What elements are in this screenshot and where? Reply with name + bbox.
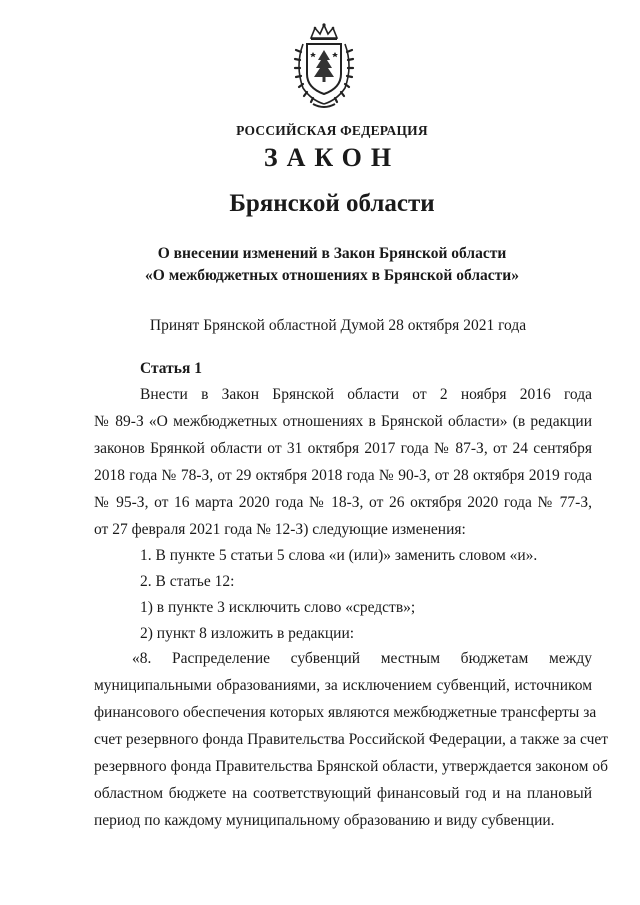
quote-line: областном бюджете на соответствующий финансовый год и на плановый bbox=[94, 785, 592, 802]
paragraph-line: от 27 февраля 2021 года № 12-З) следующие изменения: bbox=[94, 521, 466, 538]
paragraph-line: № 89-З «О межбюджетных отношениях в Брянской области» (в редакции bbox=[94, 413, 592, 430]
list-item: 2) пункт 8 изложить в редакции: bbox=[140, 625, 355, 642]
law-subject-line-2: «О межбюджетных отношениях в Брянской области» bbox=[145, 267, 519, 284]
region-title: Брянской области bbox=[229, 190, 435, 217]
adoption-note: Принят Брянской областной Думой 28 октября 2021 года bbox=[149, 317, 527, 334]
paragraph-line: законов Брянкой области от 31 октября 2017 года № 87-З, от 24 сентября bbox=[94, 440, 592, 457]
list-item: 1) в пункте 3 исключить слово «средств»; bbox=[140, 599, 416, 616]
paragraph-line: Внести в Закон Брянской области от 2 ноября 2016 года bbox=[140, 386, 592, 403]
quote-line: период по каждому муниципальному образованию и виду субвенции. bbox=[94, 812, 555, 829]
quote-line: «8. Распределение субвенций местным бюджетам между bbox=[132, 650, 592, 667]
document-type-title: ЗАКОН bbox=[263, 143, 401, 172]
quote-line: счет резервного фонда Правительства Российской Федерации, а также за счет bbox=[94, 731, 609, 748]
paragraph-line: 2018 года № 78-З, от 29 октября 2018 года № 90-З, от 28 октября 2019 года bbox=[94, 467, 592, 484]
law-subject-line-1: О внесении изменений в Закон Брянской области bbox=[157, 245, 507, 262]
quote-line: резервного фонда Правительства Брянской области, утверждается законом об bbox=[94, 758, 609, 775]
list-item: 1. В пункте 5 статьи 5 слова «и (или)» заменить словом «и». bbox=[140, 547, 538, 564]
bryansk-coat-of-arms-icon bbox=[289, 22, 359, 110]
list-item: 2. В статье 12: bbox=[140, 573, 235, 590]
country-name: РОССИЙСКАЯ ФЕДЕРАЦИЯ bbox=[236, 123, 428, 138]
quote-line: финансового обеспечения которых являются межбюджетные трансферты за bbox=[94, 704, 597, 721]
article-heading: Статья 1 bbox=[140, 360, 202, 377]
quote-line: муниципальными образованиями, за исключением субвенций, источником bbox=[94, 677, 592, 694]
paragraph-line: № 95-З, от 16 марта 2020 года № 18-З, от 26 октября 2020 года № 77-З, bbox=[94, 494, 592, 511]
